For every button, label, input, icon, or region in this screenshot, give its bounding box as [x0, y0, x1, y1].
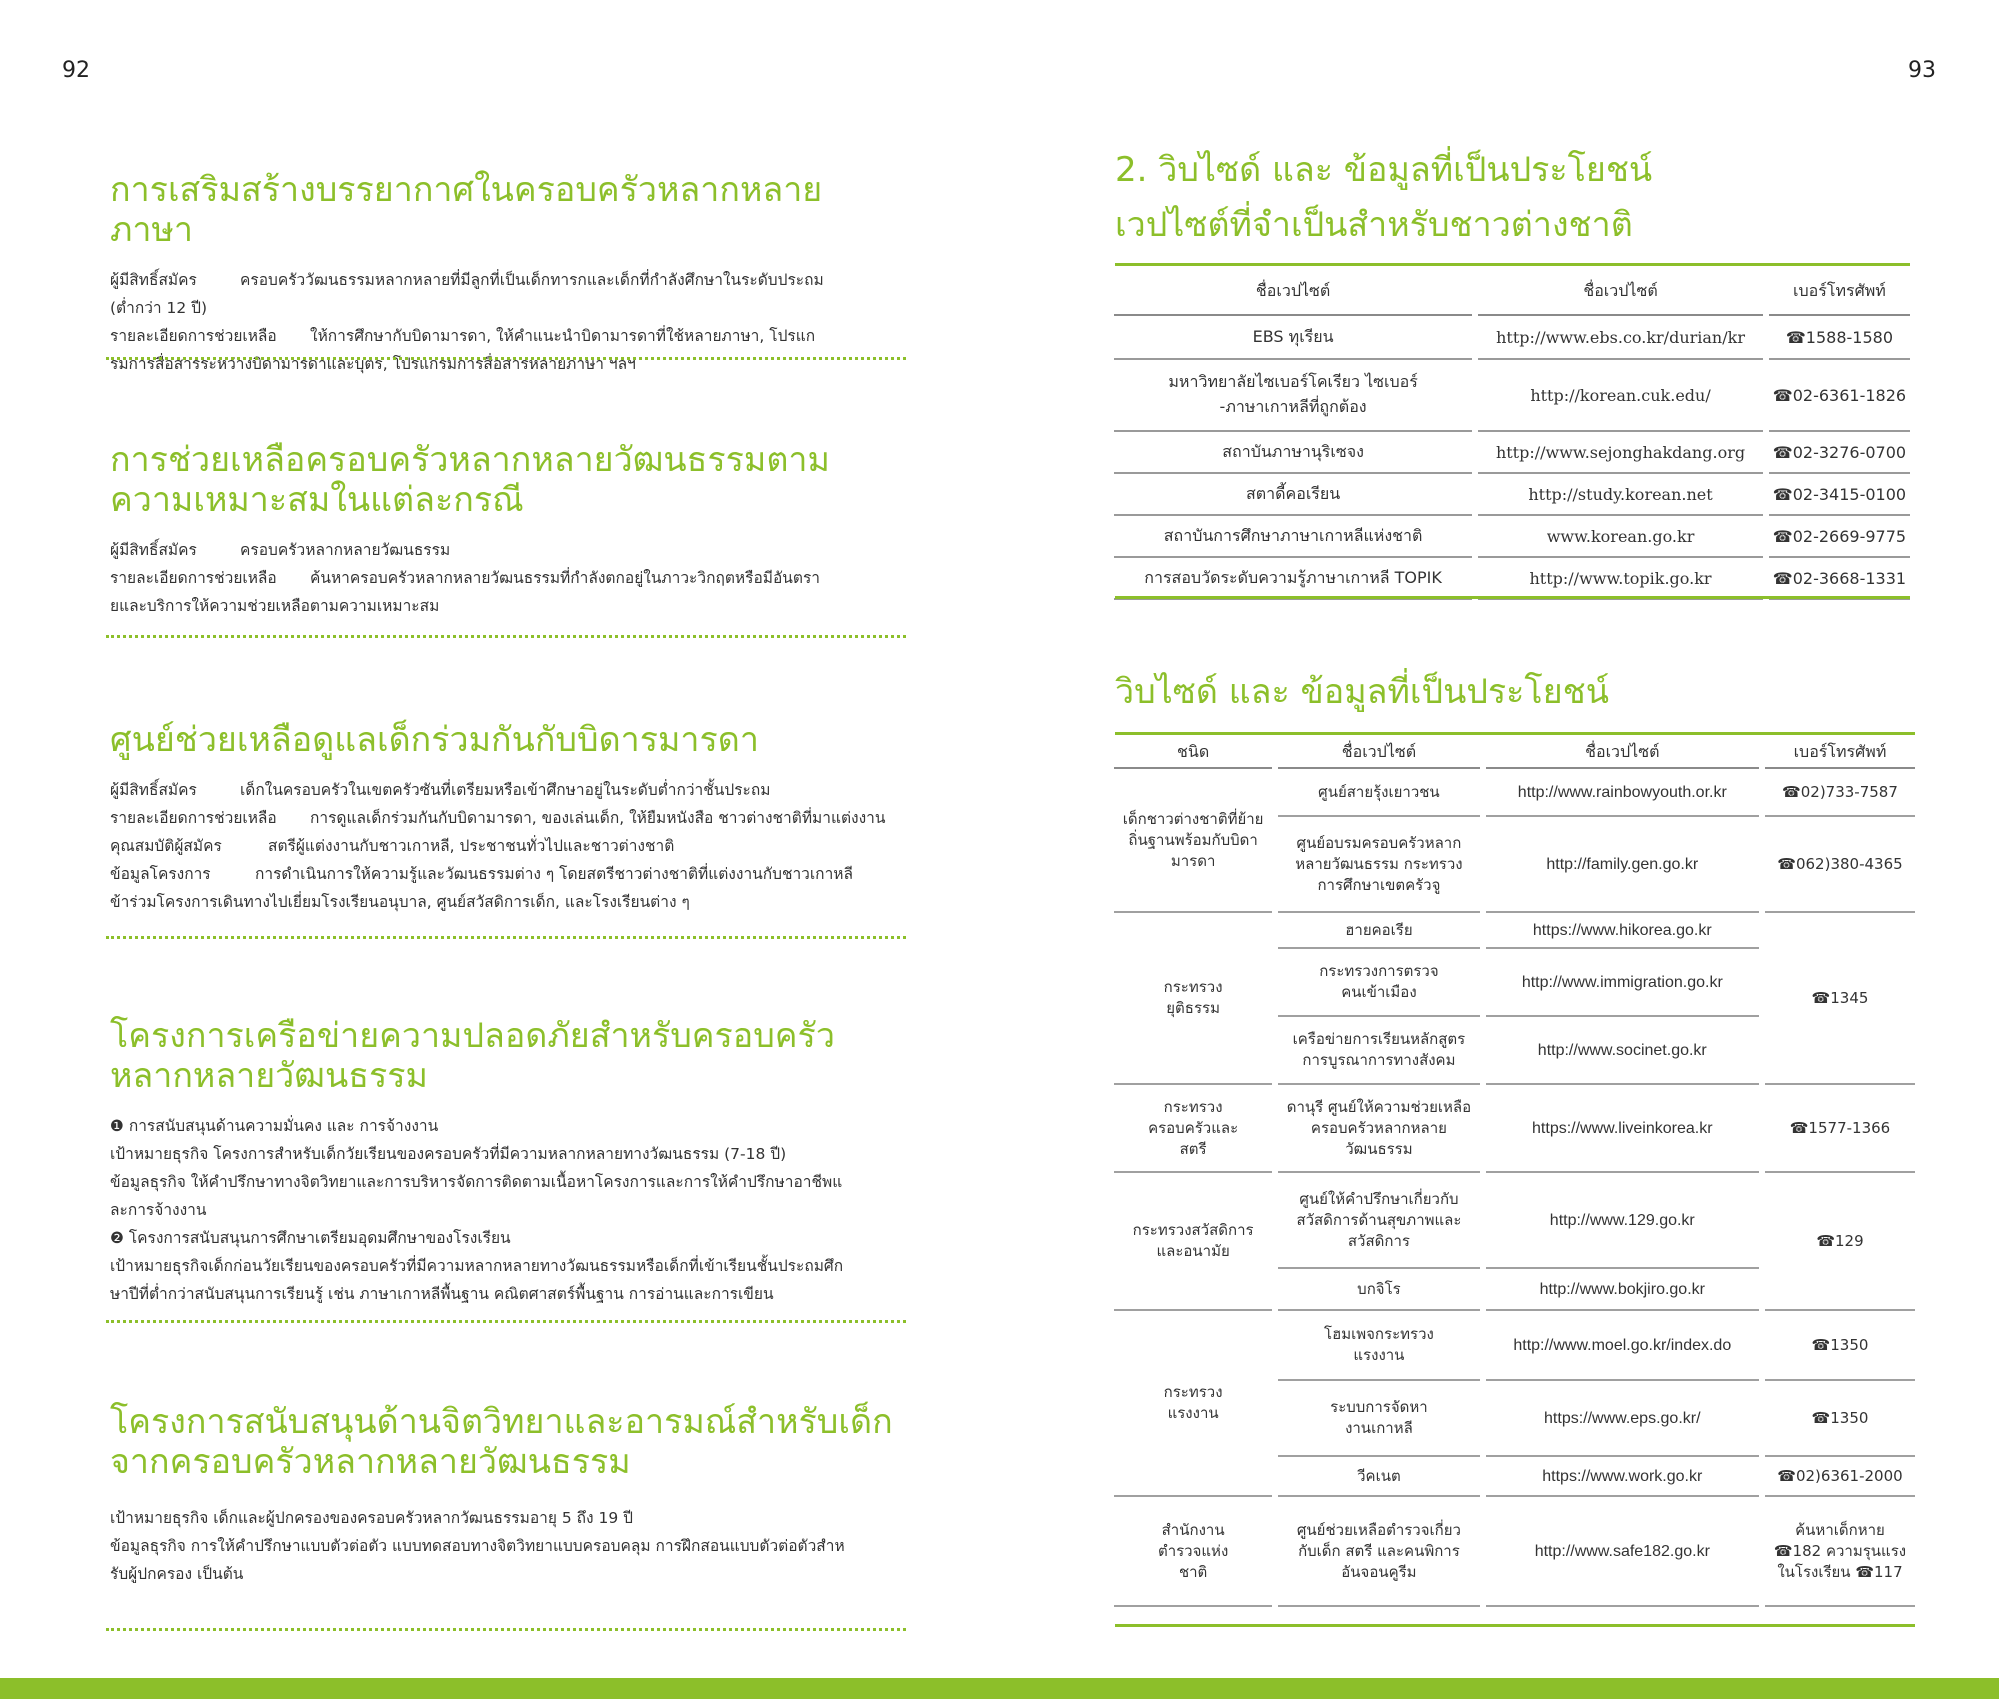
right-title-2: วิบไซด์ และ ข้อมูลที่เป็นประโยชน์ [1115, 672, 1609, 712]
text-line: เป้าหมายธุรกิจเด็กก่อนวัยเรียนของครอบครัวที่มีความหลากหลายทางวัฒนธรรมหรือเด็กที่เข้าเรียนชั้นประถมศึก [110, 1257, 844, 1275]
cell-phone: ☎02-2669-9775 [1769, 516, 1910, 558]
page-number-left: 92 [62, 58, 90, 83]
cell-type: กระทรวงสวัสดิการและอนามัย [1114, 1173, 1272, 1311]
cell-name: บกจิโร [1278, 1269, 1479, 1311]
cell-url[interactable]: http://www.ebs.co.kr/durian/kr [1478, 316, 1763, 360]
row-value: ยและบริการให้ความช่วยเหลือตามความเหมาะสม [110, 597, 440, 615]
text-line: ❶ การสนับสนุนด้านความมั่นคง และ การจ้างงาน [110, 1117, 439, 1135]
row-value: การดำเนินการให้ความรู้และวัฒนธรรมต่าง ๆ โดยสตรีชาวต่างชาติที่แต่งงานกับชาวเกาหลี [255, 865, 853, 883]
header-type: ชนิด [1114, 737, 1272, 769]
cell-url[interactable]: http://www.bokjiro.go.kr [1486, 1269, 1759, 1311]
section-childcare-center [110, 720, 905, 916]
section-title: โครงการเครือข่ายความปลอดภัยสำหรับครอบครัวหลากหลายวัฒนธรรม [110, 1016, 835, 1096]
cell-url[interactable]: http://korean.cuk.edu/ [1478, 360, 1763, 432]
header-url: ชื่อเวปไซต์ [1478, 268, 1763, 316]
table-row [1114, 360, 1910, 432]
table-row [1114, 1173, 1915, 1269]
cell-phone: ☎02)733-7587 [1765, 769, 1915, 817]
footer-bar [0, 1678, 1999, 1699]
page-number-right: 93 [1908, 58, 1936, 83]
row-value: ค้นหาครอบครัวหลากหลายวัฒนธรรมที่กำลังตกอยู่ในภาวะวิกฤตหรือมีอันตรา [310, 569, 820, 587]
header-name: ชื่อเวปไซต์ [1278, 737, 1479, 769]
text-line: เป้าหมายธุรกิจ เด็กและผู้ปกครองของครอบครัวหลากวัฒนธรรมอายุ 5 ถึง 19 ปี [110, 1509, 634, 1527]
cell-name: โฮมเพจกระทรวงแรงงาน [1278, 1311, 1479, 1381]
table-row [1114, 1497, 1915, 1607]
table-top-rule [1115, 263, 1910, 266]
table-row [1114, 474, 1910, 516]
row-label: รายละเอียดการช่วยเหลือ [110, 327, 277, 345]
cell-phone: ☎062)380-4365 [1765, 817, 1915, 913]
row-value: ให้การศึกษากับบิดามารดา, ให้คำแนะนำบิดามารดาที่ใช้หลายภาษา, โปรแก [310, 327, 816, 345]
useful-info-table [1108, 737, 1921, 1607]
websites-table [1108, 268, 1916, 600]
header-name: ชื่อเวปไซต์ [1114, 268, 1472, 316]
section-multilingual [110, 170, 905, 378]
cell-url[interactable]: http://www.safe182.go.kr [1486, 1497, 1759, 1607]
row-label: ผู้มีสิทธิ์สมัคร [110, 271, 197, 289]
cell-phone: ☎02)6361-2000 [1765, 1457, 1915, 1497]
cell-name: ศูนย์สายรุ้งเยาวชน [1278, 769, 1479, 817]
cell-name: สตาดี้คอเรียน [1114, 474, 1472, 516]
row-value: ครอบครัวหลากหลายวัฒนธรรม [240, 541, 451, 559]
text-line: ษาปีที่ต่ำกว่าสนับสนุนการเรียนรู้ เช่น ภาษาเกาหลีพื้นฐาน คณิตศาสตร์พื้นฐาน การอ่านและการเขียน [110, 1285, 774, 1303]
cell-phone: ☎1577-1366 [1765, 1085, 1915, 1173]
dotted-divider [106, 635, 906, 638]
text-line: ข้อมูลธุรกิจ การให้คำปรึกษาแบบตัวต่อตัว แบบทดสอบทางจิตวิทยาแบบครอบคลุม การฝึกสอนแบบตัวต่อตัวสำห [110, 1537, 845, 1555]
cell-url[interactable]: http://www.rainbowyouth.or.kr [1486, 769, 1759, 817]
right-title-line1: 2. วิบไซด์ และ ข้อมูลที่เป็นประโยชน์ [1115, 150, 1653, 190]
cell-type: สำนักงานตำรวจแห่งชาติ [1114, 1497, 1272, 1607]
cell-url[interactable]: https://www.eps.go.kr/ [1486, 1381, 1759, 1457]
row-value: ครอบครัววัฒนธรรมหลากหลายที่มีลูกที่เป็นเด็กทารกและเด็กที่กำลังศึกษาในระดับประถม [240, 271, 824, 289]
cell-url[interactable]: http://study.korean.net [1478, 474, 1763, 516]
cell-name: ระบบการจัดหางานเกาหลี [1278, 1381, 1479, 1457]
row-value: ข้าร่วมโครงการเดินทางไปเยี่ยมโรงเรียนอนุบาล, ศูนย์สวัสดิการเด็ก, และโรงเรียนต่าง ๆ [110, 893, 690, 911]
dotted-divider [106, 357, 906, 360]
cell-name: การสอบวัดระดับความรู้ภาษาเกาหลี TOPIK [1114, 558, 1472, 600]
cell-url[interactable]: http://www.socinet.go.kr [1486, 1017, 1759, 1085]
text-line: ข้อมูลธุรกิจ ให้คำปรึกษาทางจิตวิทยาและการบริหารจัดการติดตามเนื้อหาโครงการและการให้คำปรึกษาอาชีพแ [110, 1173, 843, 1191]
text-line: ละการจ้างงาน [110, 1201, 207, 1219]
header-phone: เบอร์โทรศัพท์ [1769, 268, 1910, 316]
cell-url[interactable]: http://www.moel.go.kr/index.do [1486, 1311, 1759, 1381]
row-value: เด็กในครอบครัวในเขตครัวซันที่เตรียมหรือเข้าศึกษาอยู่ในระดับต่ำกว่าชั้นประถม [240, 781, 771, 799]
cell-phone: ☎1350 [1765, 1381, 1915, 1457]
table-top-rule [1115, 732, 1915, 735]
cell-phone: ☎1345 [1765, 913, 1915, 1085]
text-line: เป้าหมายธุรกิจ โครงการสำหรับเด็กวัยเรียนของครอบครัวที่มีความหลากหลายทางวัฒนธรรม (7-18 ปี) [110, 1145, 787, 1163]
table-row [1114, 1311, 1915, 1381]
text-line: รับผู้ปกครอง เป็นต้น [110, 1565, 244, 1583]
row-value: รมการสื่อสารระหว่างบิดามารดาและบุตร, โปรแกรมการสื่อสารหลายภาษา ฯลฯ [110, 355, 636, 373]
row-value: สตรีผู้แต่งงานกับชาวเกาหลี, ประชาชนทั่วไปและชาวต่างชาติ [268, 837, 675, 855]
cell-url[interactable]: http://family.gen.go.kr [1486, 817, 1759, 913]
cell-phone: ☎02-3668-1331 [1769, 558, 1910, 600]
section-title: การช่วยเหลือครอบครัวหลากหลายวัฒนธรรมตามความเหมาะสมในแต่ละกรณี [110, 440, 830, 520]
table-row [1114, 316, 1910, 360]
cell-url[interactable]: https://www.liveinkorea.kr [1486, 1085, 1759, 1173]
cell-url[interactable]: www.korean.go.kr [1478, 516, 1763, 558]
cell-name: สถาบันการศึกษาภาษาเกาหลีแห่งชาติ [1114, 516, 1472, 558]
cell-name: ศูนย์ให้คำปรึกษาเกี่ยวกับสวัสดิการด้านสุขภาพและสวัสดิการ [1278, 1173, 1479, 1269]
section-title: ศูนย์ช่วยเหลือดูแลเด็กร่วมกันกับบิดารมารดา [110, 720, 759, 760]
cell-name: ศูนย์อบรมครอบครัวหลากหลายวัฒนธรรม กระทรวงการศึกษาเขตครัวจู [1278, 817, 1479, 913]
table-row [1114, 516, 1910, 558]
row-label: คุณสมบัติผู้สมัคร [110, 837, 222, 855]
section-safety-network [110, 1016, 905, 1308]
section-case-support [110, 440, 905, 620]
table-row [1114, 1085, 1915, 1173]
cell-phone: ค้นหาเด็กหาย ☎182 ความรุนแรงในโรงเรียน ☎117 [1765, 1497, 1915, 1607]
cell-type: เด็กชาวต่างชาติที่ย้ายถิ่นฐานพร้อมกับบิดามารดา [1114, 769, 1272, 913]
table-row [1114, 558, 1910, 600]
cell-name: ฮายคอเรีย [1278, 913, 1479, 949]
header-url: ชื่อเวปไซต์ [1486, 737, 1759, 769]
cell-phone: ☎1588-1580 [1769, 316, 1910, 360]
row-value: (ต่ำกว่า 12 ปี) [110, 299, 208, 317]
row-label: รายละเอียดการช่วยเหลือ [110, 569, 277, 587]
cell-phone: ☎02-3276-0700 [1769, 432, 1910, 474]
table-row [1114, 432, 1910, 474]
cell-name: ดานุรี ศูนย์ให้ความช่วยเหลือครอบครัวหลากหลายวัฒนธรรม [1278, 1085, 1479, 1173]
cell-phone: ☎02-6361-1826 [1769, 360, 1910, 432]
dotted-divider [106, 1628, 906, 1631]
dotted-divider [106, 1320, 906, 1323]
cell-type: กระทรวงยุติธรรม [1114, 913, 1272, 1085]
cell-name: เครือข่ายการเรียนหลักสูตรการบูรณาการทางสังคม [1278, 1017, 1479, 1085]
right-title-line2: เวปไซต์ที่จำเป็นสำหรับชาวต่างชาติ [1115, 205, 1633, 245]
row-label: ผู้มีสิทธิ์สมัคร [110, 781, 197, 799]
row-label: ข้อมูลโครงการ [110, 865, 211, 883]
cell-name: วีคเนต [1278, 1457, 1479, 1497]
row-label: รายละเอียดการช่วยเหลือ [110, 809, 277, 827]
cell-phone: ☎129 [1765, 1173, 1915, 1311]
table-row [1114, 769, 1915, 817]
cell-name: ศูนย์ช่วยเหลือตำรวจเกี่ยวกับเด็ก สตรี และคนพิการอันจอนคูรีม [1278, 1497, 1479, 1607]
cell-phone: ☎1350 [1765, 1311, 1915, 1381]
section-title: การเสริมสร้างบรรยากาศในครอบครัวหลากหลายภาษา [110, 170, 823, 250]
cell-name: มหาวิทยาลัยไซเบอร์โคเรียว ไซเบอร์ -ภาษาเกาหลีที่ถูกต้อง [1114, 360, 1472, 432]
table-row [1114, 913, 1915, 949]
cell-name: สถาบันภาษานุริเซจง [1114, 432, 1472, 474]
cell-url[interactable]: https://www.work.go.kr [1486, 1457, 1759, 1497]
cell-name: กระทรวงการตรวจคนเข้าเมือง [1278, 949, 1479, 1017]
cell-name: EBS ทุเรียน [1114, 316, 1472, 360]
table-bottom-rule [1115, 1624, 1915, 1627]
text-line: ❷ โครงการสนับสนุนการศึกษาเตรียมอุดมศึกษาของโรงเรียน [110, 1229, 511, 1247]
dotted-divider [106, 936, 906, 939]
cell-url[interactable]: http://www.topik.go.kr [1478, 558, 1763, 600]
cell-url[interactable]: http://www.129.go.kr [1486, 1173, 1759, 1269]
cell-url[interactable]: http://www.sejonghakdang.org [1478, 432, 1763, 474]
section-title: โครงการสนับสนุนด้านจิตวิทยาและอารมณ์สำหรับเด็กจากครอบครัวหลากหลายวัฒนธรรม [110, 1402, 893, 1482]
cell-type: กระทรวงครอบครัวและสตรี [1114, 1085, 1272, 1173]
cell-phone: ☎02-3415-0100 [1769, 474, 1910, 516]
cell-type: กระทรวงแรงงาน [1114, 1311, 1272, 1497]
header-phone: เบอร์โทรศัพท์ [1765, 737, 1915, 769]
section-psych-support [110, 1402, 905, 1588]
cell-url[interactable]: https://www.hikorea.go.kr [1486, 913, 1759, 949]
row-label: ผู้มีสิทธิ์สมัคร [110, 541, 197, 559]
table-bottom-rule [1115, 596, 1910, 599]
row-value: การดูแลเด็กร่วมกันกับบิดามารดา, ของเล่นเด็ก, ให้ยืมหนังสือ ชาวต่างชาติที่มาแต่งงาน [310, 809, 886, 827]
cell-url[interactable]: http://www.immigration.go.kr [1486, 949, 1759, 1017]
